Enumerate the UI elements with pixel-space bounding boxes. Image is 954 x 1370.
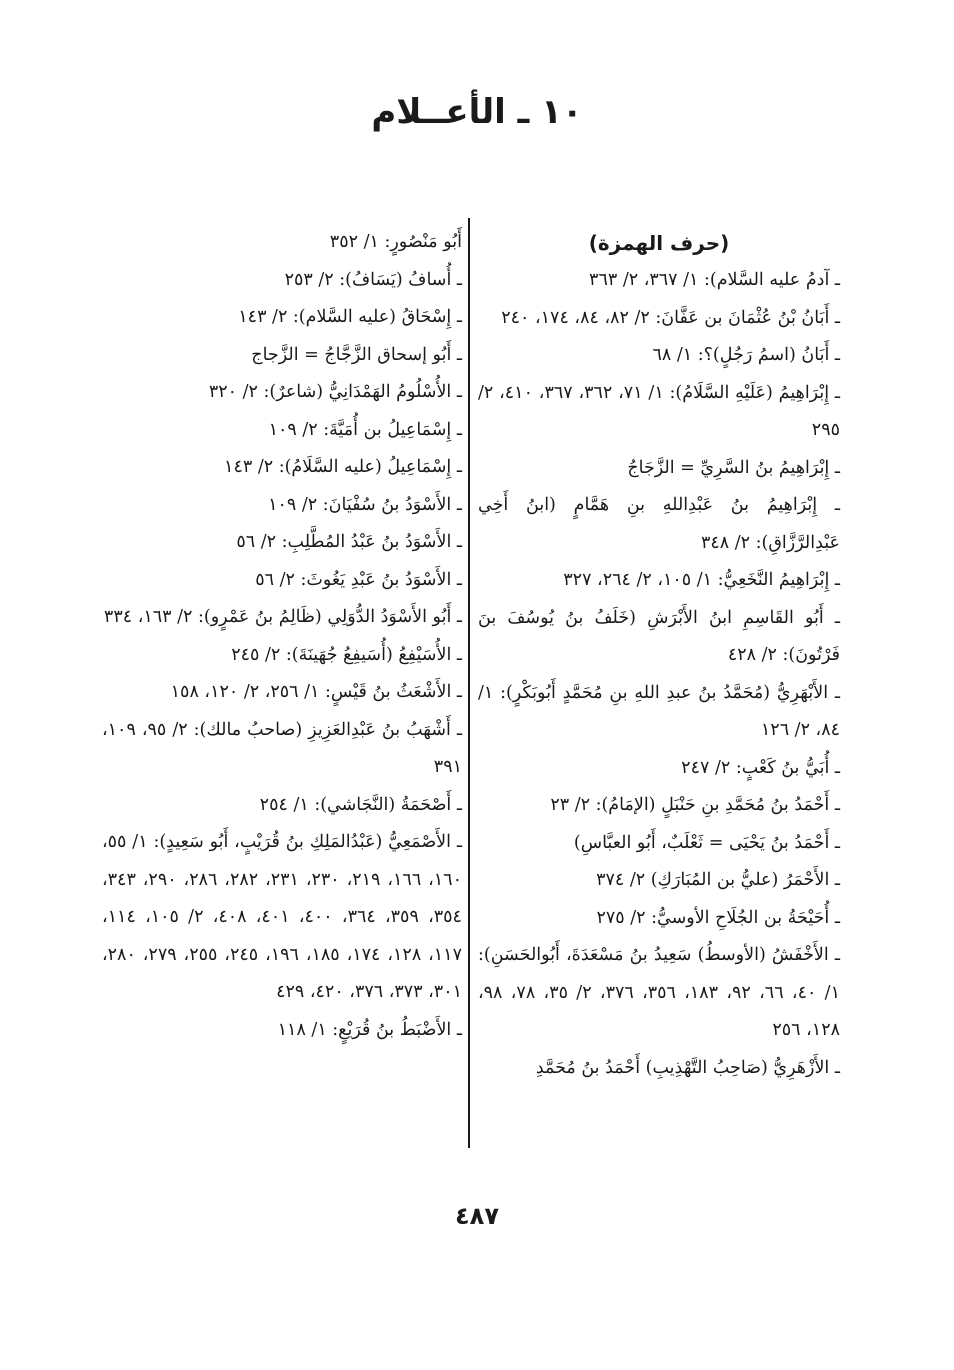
index-entry: ـ الأَصْمَعِيُّ (عَبْدُالمَلِكِ بنُ قُرَيْبٍ، أَبُو سَعِيدٍ): ١/ ٥٥، ١٦٠، ١٦٦، ٢١٩، ٢٣٠، ٢٣١، ٢٨٢، ٢٨٦، ٢٩٠، ٣٤٣، ٣٥٤، ٣٥٩، ٣٦٤، ٤٠٠، ٤٠١، ٤٠٨، ٢/ ١٠٥، ١١٤، ١١٧، ١٢٨، ١٧٤، ١٨٥، ١٩٦، ٢٤٥، ٢٥٥، ٢٧٩، ٢٨٠، ٣٠١، ٣٧٣، ٣٧٦، ٤٢٠، ٤٢٩ xyxy=(102,832,462,1002)
index-entry: ـ أَحْمَدُ بنُ يَحْيَى = ثَعْلَبٌ، أَبُو العبَّاسِ) xyxy=(573,832,840,853)
index-entry: ـ أَبُو الأَسْوَدُ الدُّوَلِي (ظَالِمُ بنُ عَمْرٍو): ٢/ ١٦٣، ٣٣٤ xyxy=(103,607,462,627)
index-entry: ـ أَبَانُ (اسمُ رَجُلٍ)؟: ١/ ٦٨ xyxy=(652,345,840,365)
index-entry: أَبُو مَنْصُورٍ: ١/ ٣٥٢ xyxy=(329,232,462,252)
left-column xyxy=(102,224,462,1049)
index-entry: ـ أَبَانُ بْنُ عُثْمَانَ بن عَفَّانَ: ٢/ ٨٢، ٨٤، ١٧٤، ٢٤٠ xyxy=(501,307,840,328)
index-entry: ـ آدمُ عليه السَّلام): ١/ ٣٦٧، ٢/ ٣٦٣ xyxy=(589,270,840,290)
column-divider xyxy=(468,218,470,1148)
right-column xyxy=(478,224,840,1087)
index-entry: ـ إِسْمَاعِيلُ (عليه السَّلَامُ): ٢/ ١٤٣ xyxy=(224,457,462,477)
index-entry: ـ الأَضْبَطُ بنُ قُرَيْعٍ: ١/ ١١٨ xyxy=(277,1019,462,1040)
index-entry: ـ أُحَيْحَةُ بن الجُلَاحِ الأوسيُّ: ٢/ ٢٧٥ xyxy=(596,907,840,928)
index-entry: ـ أَحْمَدُ بنُ مُحَمَّدِ بنِ حَنْبَلٍ (الإمَامُ): ٢/ ٢٣ xyxy=(550,795,840,815)
index-entry: ـ أَبُو القَاسِمِ ابنُ الأَبْرَشِ (خَلَفُ بنُ يُوسُفَ بنَ فَرْتُونَ): ٢/ ٤٢٨ xyxy=(478,607,840,665)
index-entry: ـ الأَزْهَرِيُّ (صَاحِبُ التَّهْذِيبِ) أَحْمَدُ بنُ مُحَمَّدِ xyxy=(535,1057,840,1078)
index-entry: ـ الأَسْوَدُ بنُ عَبْدِ يَغُوثَ: ٢/ ٥٦ xyxy=(255,569,462,590)
index-entry: ـ أُبَيُّ بنُ كَعْبٍ: ٢/ ٢٤٧ xyxy=(681,757,840,778)
index-entry: ـ الأَسْوَدُ بنُ عَبْدُ المُطَّلِبِ: ٢/ ٥٦ xyxy=(236,532,462,552)
index-entry: ـ إِبْرَاهِيمُ (عَلَيْهِ السَّلَامُ): ١/ ٧١، ٣٦٢، ٣٦٧، ٤١٠، ٢/ ٢٩٥ xyxy=(478,382,841,440)
index-entry: ـ إِبْرَاهِيمُ النَّخَعِيُّ: ١/ ١٠٥، ٢/ ٢٦٤، ٣٢٧ xyxy=(563,570,840,590)
index-entry: ـ أَبُو إسحاق الزَّجَّاجُ = الزَّجاج xyxy=(251,344,462,365)
index-entry: ـ أُسافُ (يَسَافُ): ٢/ ٢٥٣ xyxy=(284,269,462,290)
index-entry: ـ إِبْرَاهِيمُ بنُ عَبْدِاللهِ بنِ هَمَّامٍ (ابنُ أَخِي عَبْدِالرَّزَّاقِ): ٢/ ٣٤٨ xyxy=(478,495,840,553)
page-number: ٤٨٧ xyxy=(455,1202,499,1230)
index-entry: ـ الأَسْوَدُ بنُ سُفْيَانَ: ٢/ ١٠٩ xyxy=(268,494,462,515)
index-entry: ـ أَصْحَمَةُ (النَّجَاشي): ١/ ٢٥٤ xyxy=(259,794,462,815)
index-entry: ـ الأُسْلُومُ الهَمْدَانِيُّ (شاعرٌ): ٢/ ٣٢٠ xyxy=(208,382,462,402)
index-entry: ـ إِبْرَاهِيمُ بنُ السَّرِيِّ = الزَّجَاجُ xyxy=(627,457,840,478)
index-entry: ـ الأَبْهَرِيُّ (مُحَمَّدُ بنُ عبدِ اللهِ بنِ مُحَمَّدٍ أَبُوبَكْرٍ): ١/ ٨٤، ٢/ ١٢٦ xyxy=(478,682,840,740)
index-entry: ـ أَشْهَبُ بنُ عَبْدِالعَزِيزِ (صاحبُ مالك): ٢/ ٩٥، ١٠٩، ٣٩١ xyxy=(102,719,462,777)
index-entry: ـ إِسْحَاقُ (عليه السَّلام): ٢/ ١٤٣ xyxy=(238,307,462,327)
page-title: ١٠ ـ الأعــلام xyxy=(371,92,583,132)
index-entry: ـ الأَحْمَرُ (عليُّ بن المُبَارَكِ) ٢/ ٣٧٤ xyxy=(596,870,840,890)
index-entry: ـ الأُسَيْفِعُ (أُسَيفِعُ جُهَينَةَ): ٢/ ٢٤٥ xyxy=(231,644,462,665)
section-heading: (حرف الهمزة) xyxy=(588,231,730,255)
index-entry: ـ الأَخْفَشُ (الأوسطُ) سَعِيدُ بنُ مَسْعَدَةَ، أَبُوالحَسَنِ): ١/ ٤٠، ٦٦، ٩٢، ١٨٣، ٣٥٦، ٣٧٦، ٢/ ٣٥، ٧٨، ٩٨، ١٢٨، ٢٥٦ xyxy=(478,945,840,1040)
index-entry: ـ الأَشْعَثُ بنُ قَيْسٍ: ١/ ٢٥٦، ٢/ ١٢٠، ١٥٨ xyxy=(170,682,462,702)
index-entry: ـ إِسْمَاعِيلُ بن أُمَيَّةَ: ٢/ ١٠٩ xyxy=(268,419,462,440)
